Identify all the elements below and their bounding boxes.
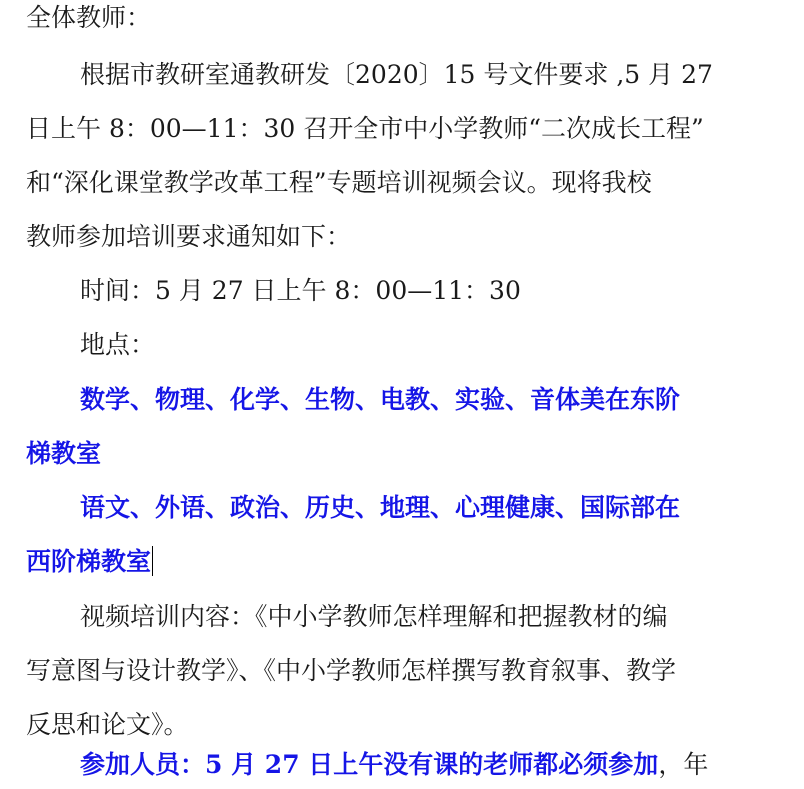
- content-line-3: 反思和论文》。: [26, 710, 189, 739]
- venue-west-line-2-text: 西阶梯教室: [26, 547, 152, 576]
- venue-west-line-1: 语文、外语、政治、历史、地理、心理健康、国际部在: [80, 493, 681, 522]
- intro-line-4: 教师参加培训要求通知如下：: [26, 222, 352, 251]
- content-line-2: 写意图与设计教学》、《中小学教师怎样撰写教育叙事、教学: [26, 656, 677, 685]
- venue-west-line-2[interactable]: [26, 546, 153, 578]
- intro-line-3: 和“深化课堂教学改革工程”专题培训视频会议。现将我校: [26, 168, 652, 197]
- time-line: 时间：5 月 27 日上午 8：00—11：30: [80, 276, 521, 305]
- text-cursor: [152, 546, 153, 576]
- content-line-1: 视频培训内容：《中小学教师怎样理解和把握教材的编: [80, 602, 668, 631]
- venue-east-line-2: 梯教室: [26, 439, 102, 468]
- participants-tail: ，年: [658, 750, 709, 779]
- salutation: 全体教师：: [26, 3, 152, 32]
- venue-east-line-1: 数学、物理、化学、生物、电教、实验、音体美在东阶: [80, 385, 681, 414]
- intro-line-2: 日上午 8：00—11：30 召开全市中小学教师“二次成长工程”: [26, 114, 704, 143]
- place-label: 地点：: [80, 330, 156, 359]
- participants-line: [80, 749, 708, 781]
- intro-line-1: 根据市教研室通教研发〔2020〕15 号文件要求 ,5 月 27: [80, 60, 713, 89]
- participants-bold: 参加人员：5 月 27 日上午没有课的老师都必须参加: [80, 750, 659, 779]
